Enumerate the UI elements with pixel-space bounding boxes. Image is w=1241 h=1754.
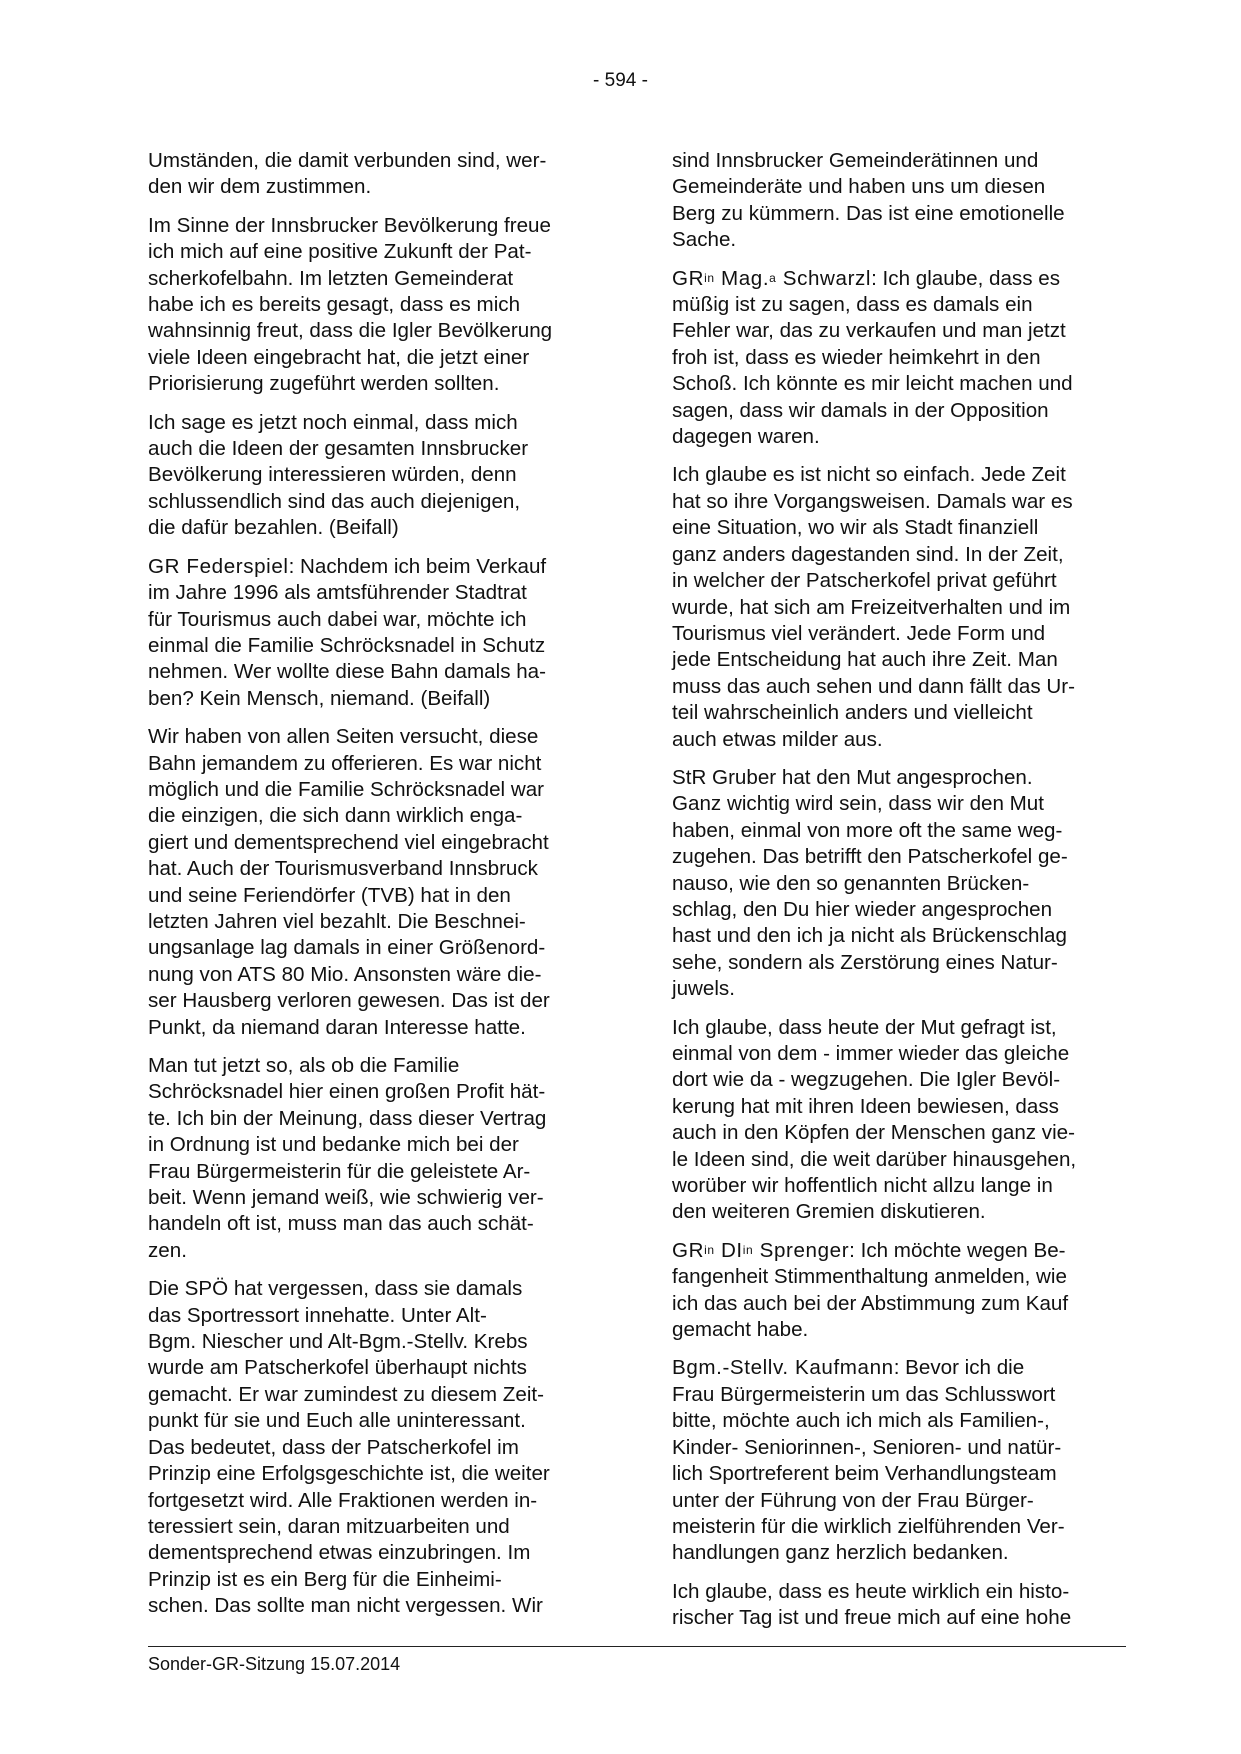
- paragraph: [148, 554, 593, 712]
- speaker-name: $GR^{in}$ $DI^{in}$ Sprenger: [672, 1238, 850, 1262]
- right-column: [672, 148, 1117, 1644]
- speaker-name: $GR^{in}$ Mag.$^a$ Schwarzl: [672, 266, 872, 290]
- paragraph: StR Gruber hat den Mut angesprochen. Ganz wichtig wird sein, dass wir den Mut haben, einmal von more oft the same weg- zugehen. Das betrifft den Patscherkofel ge- nauso, wie den so genannten Brücken- schlag, den Du hier wieder angesprochen hast und den ich ja nicht als Brückenschlag sehe, sondern als Zerstörung eines Natur- juwels.: [672, 765, 1068, 1001]
- paragraph: Ich sage es jetzt noch einmal, dass mich auch die Ideen der gesamten Innsbrucker Bevölkerung interessieren würden, denn schlussendlich sind das auch diejenigen, die dafür bezahlen. (Beifall): [148, 410, 529, 540]
- paragraph: [672, 1238, 1117, 1344]
- paragraph: Man tut jetzt so, als ob die Familie Schröcksnadel hier einen großen Profit hät- te. Ich bin der Meinung, dass dieser Vertrag in Ordnung ist und bedanke mich bei der Frau Bürgermeisterin für die geleistete Ar- beit. Wenn jemand weiß, wie schwierig ver- handeln oft ist, muss man das auch schät- zen.: [148, 1054, 547, 1262]
- paragraph: Die SPÖ hat vergessen, dass sie damals das Sportressort innehatte. Unter Alt- Bgm. Niescher und Alt-Bgm.-Stellv. Krebs wurde am Patscherkofel überhaupt nichts gemacht. Er war zumindest zu diesem Zeit- punkt für sie und Euch alle uninteressant. Das bedeutet, dass der Patscherkofel im Prinzip eine Erfolgsgeschichte ist, die weiter fortgesetzt wird. Alle Fraktionen werden in- teressiert sein, daran mitzuarbeiten und dementsprechend etwas einzubringen. Im Prinzip ist es ein Berg für die Einheimi- schen. Das sollte man nicht vergessen. Wir: [148, 1277, 550, 1618]
- paragraph: Ich glaube, dass heute der Mut gefragt ist, einmal von dem - immer wieder das gleiche dort wie da - wegzugehen. Die Igler Bevöl- kerung hat mit ihren Ideen bewiesen, dass auch in den Köpfen der Menschen ganz vie- le Ideen sind, die weit darüber hinausgehen, worüber wir hoffentlich nicht allzu lange in den weiteren Gremien diskutieren.: [672, 1015, 1077, 1224]
- speaker-name: GR Federspiel: [148, 554, 289, 578]
- footer-divider: [148, 1646, 1126, 1647]
- paragraph: [672, 266, 1117, 451]
- speaker-name: Bgm.-Stellv. Kaufmann: [672, 1356, 894, 1380]
- speech-text: : Ich möchte wegen Be- fangenheit Stimmenthaltung anmelden, wie ich das auch bei der Abstimmung zum Kauf gemacht habe.: [672, 1238, 1069, 1342]
- left-column: [148, 148, 593, 1632]
- paragraph: Umständen, die damit verbunden sind, wer- den wir dem zustimmen.: [148, 149, 547, 199]
- paragraph: Wir haben von allen Seiten versucht, diese Bahn jemandem zu offerieren. Es war nicht möglich und die Familie Schröcksnadel war die einzigen, die sich dann wirklich enga- giert und dementsprechend viel eingebracht hat. Auch der Tourismusverband Innsbruck und seine Feriendörfer (TVB) hat in den letzten Jahren viel bezahlt. Die Beschnei- ungsanlage lag damals in einer Größenord- nung von ATS 80 Mio. Ansonsten wäre die- ser Hausberg verloren gewesen. Das ist der Punkt, da niemand daran Interesse hatte.: [148, 725, 550, 1039]
- footer-session-label: Sonder-GR-Sitzung 15.07.2014: [148, 1654, 401, 1674]
- speech-text: : Ich glaube, dass es müßig ist zu sagen, dass es damals ein Fehler war, das zu verkaufen und man jetzt froh ist, dass es wieder heimkehrt in den Schoß. Ich könnte es mir leicht machen und sagen, dass wir damals in der Opposition dagegen waren.: [672, 266, 1073, 449]
- paragraph: sind Innsbrucker Gemeinderätinnen und Gemeinderäte und haben uns um diesen Berg zu kümmern. Das ist eine emotionelle Sache.: [672, 149, 1065, 252]
- speech-text: : Nachdem ich beim Verkauf im Jahre 1996 als amtsführender Stadtrat für Tourismus auch dabei war, möchte ich einmal die Familie Schröcksnadel in Schutz nehmen. Wer wollte diese Bahn damals ha- ben? Kein Mensch, niemand. (Beifall): [148, 554, 547, 710]
- paragraph: Ich glaube, dass es heute wirklich ein histo- rischer Tag ist und freue mich auf eine hohe: [672, 1579, 1072, 1630]
- paragraph: Ich glaube es ist nicht so einfach. Jede Zeit hat so ihre Vorgangsweisen. Damals war es eine Situation, wo wir als Stadt finanziell ganz anders dagestanden sind. In der Zeit, in welcher der Patscherkofel privat geführt wurde, hat sich am Freizeitverhalten und im Tourismus viel verändert. Jede Form und jede Entscheidung hat auch ihre Zeit. Man muss das auch sehen und dann fällt das Ur- teil wahrscheinlich anders und vielleicht auch etwas milder aus.: [672, 463, 1075, 751]
- page-number: - 594 -: [593, 70, 648, 91]
- paragraph: Im Sinne der Innsbrucker Bevölkerung freue ich mich auf eine positive Zukunft der Pat- scherkofelbahn. Im letzten Gemeinderat habe ich es bereits gesagt, dass es mich wahnsinnig freut, dass die Igler Bevölkerung viele Ideen eingebracht hat, die jetzt einer Priorisierung zugeführt werden sollten.: [148, 213, 553, 396]
- paragraph: [672, 1355, 1117, 1566]
- speech-text: : Bevor ich die Frau Bürgermeisterin um das Schlusswort bitte, möchte auch ich mich als Familien-, Kinder- Seniorinnen-, Senioren- und natür- lich Sportreferent beim Verhandlungsteam unter der Führung von der Frau Bürger- meisterin für die wirklich zielführenden Ver- handlungen ganz herzlich bedanken.: [672, 1356, 1065, 1565]
